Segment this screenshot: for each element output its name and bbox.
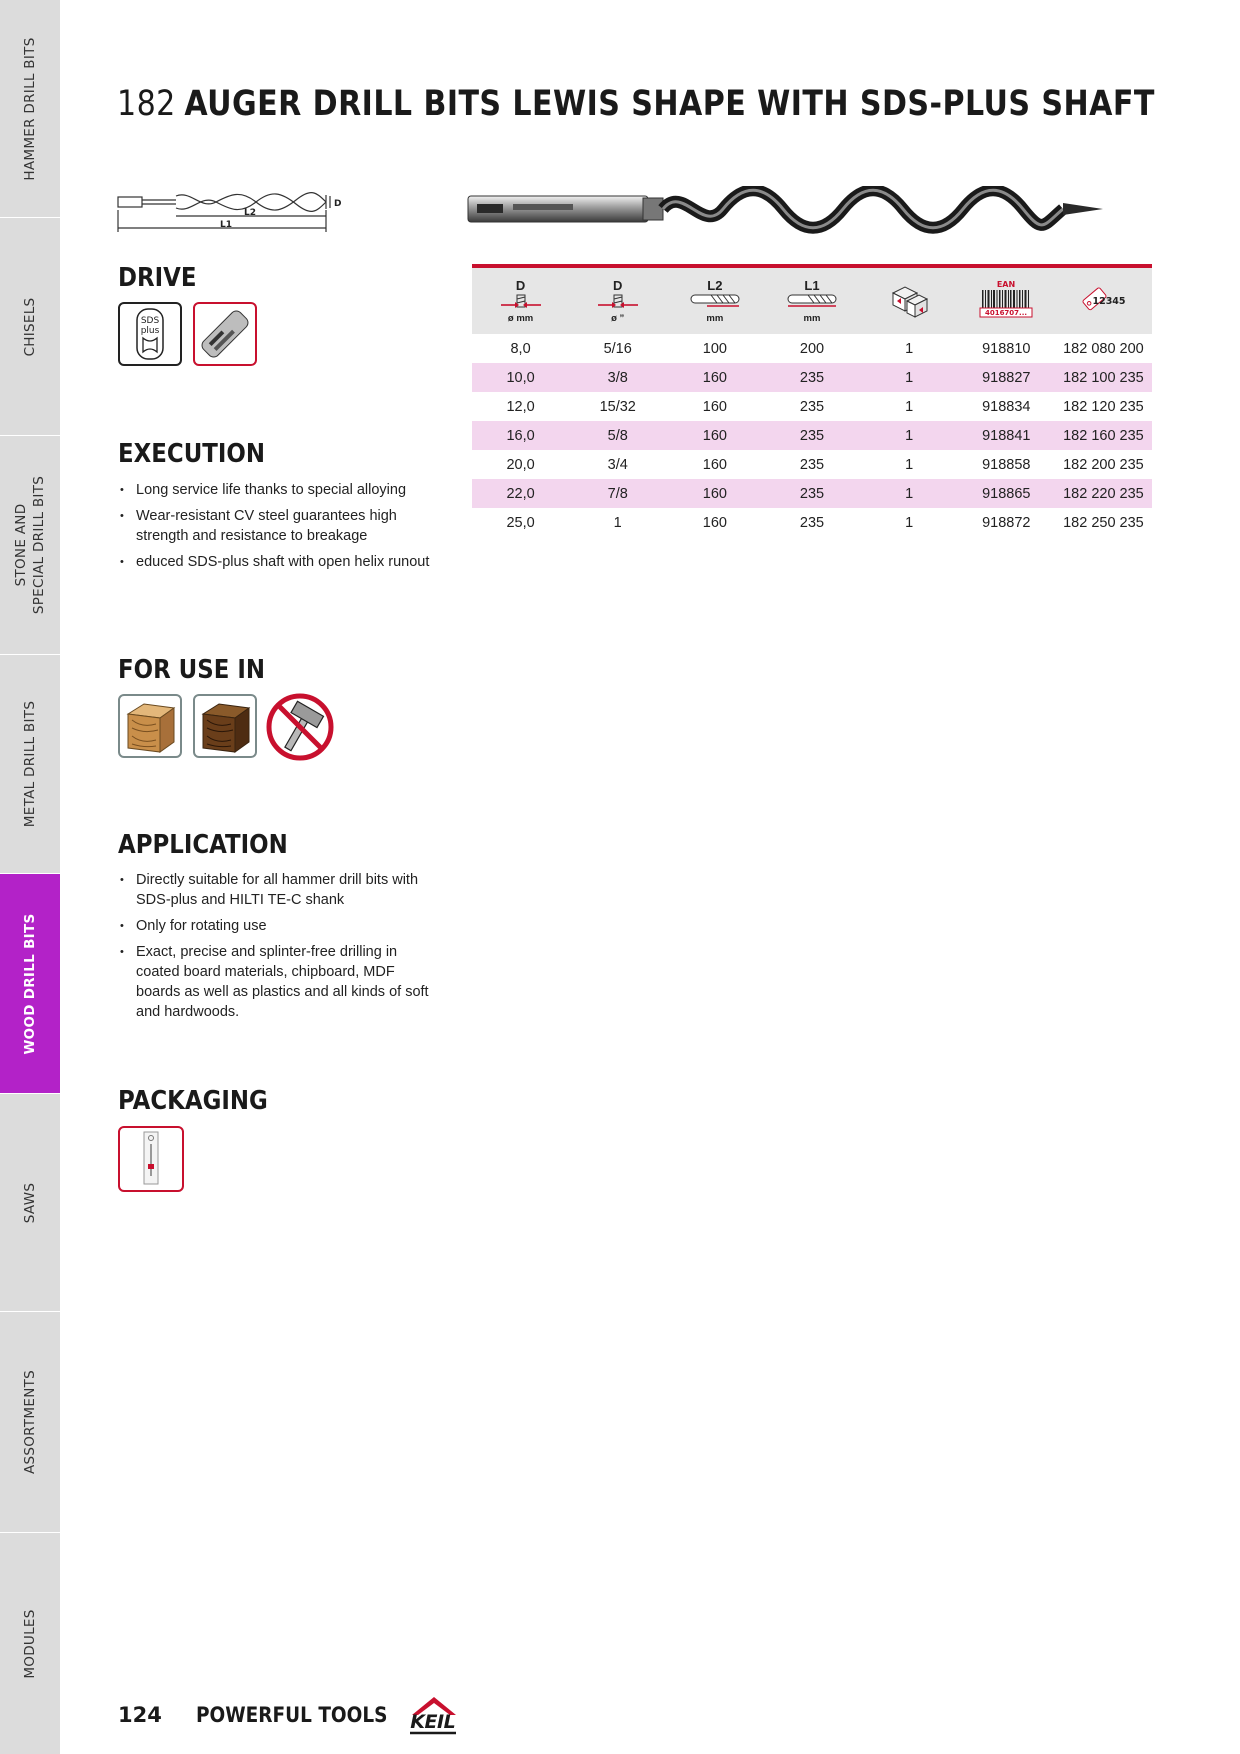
sds-plus-drive-icon — [118, 302, 182, 366]
sds-plus-icon — [120, 304, 180, 364]
cell-diameter-inch: 5/16 — [603, 340, 632, 357]
list-item: • Wear-resistant CV steel guarantees high strength and resistance to breakage — [118, 506, 448, 546]
cell-pack-qty: 1 — [905, 427, 914, 444]
product-number: 182 — [117, 84, 176, 124]
cell-length-l2: 160 — [702, 485, 727, 502]
nav-label: SAWS — [22, 1182, 38, 1223]
cell-ean: 918834 — [982, 398, 1031, 415]
dimension-diagram — [116, 190, 348, 236]
cell-length-l1: 235 — [799, 456, 825, 473]
cell-diameter-mm: 22,0 — [506, 485, 535, 502]
page-title — [117, 80, 1155, 128]
table-row — [472, 450, 1152, 479]
cell-diameter-inch: 5/8 — [607, 427, 628, 444]
execution-heading: EXECUTION — [118, 439, 266, 469]
col-header-diameter-inch: D ø ” — [569, 266, 666, 334]
cell-length-l2: 160 — [702, 427, 727, 444]
article-tag-icon — [1075, 279, 1131, 319]
cell-diameter-inch: 3/4 — [607, 456, 628, 473]
table-row — [472, 421, 1152, 450]
nav-item-chisels[interactable] — [0, 218, 60, 436]
barcode-icon — [978, 279, 1034, 319]
cell-diameter-mm: 16,0 — [506, 427, 535, 444]
nav-label: WOOD DRILL BITS — [22, 912, 38, 1055]
application-heading: APPLICATION — [118, 830, 288, 860]
diagram-label-d: D — [334, 199, 342, 209]
nav-item-wood-drill-bits[interactable] — [0, 874, 60, 1094]
table-row — [472, 392, 1152, 421]
execution-list — [118, 480, 448, 578]
list-item: • Only for rotating use — [118, 916, 440, 936]
col-header-pack-unit — [861, 266, 958, 334]
nav-label: STONE AND SPECIAL DRILL BITS — [13, 475, 47, 615]
product-image — [463, 186, 1163, 234]
cell-length-l1: 200 — [799, 340, 825, 357]
side-navigation — [0, 0, 60, 1754]
drive-heading: DRIVE — [118, 263, 197, 293]
table-body — [472, 334, 1152, 537]
packaging-icon — [118, 1126, 184, 1192]
cell-article-number: 182 100 235 — [1063, 369, 1144, 386]
keil-logo — [408, 1695, 460, 1735]
col-header-article-number — [1055, 266, 1152, 334]
cell-length-l1: 235 — [799, 485, 825, 502]
drill-diameter-icon — [499, 293, 543, 309]
cell-article-number: 182 160 235 — [1063, 427, 1144, 444]
no-hammer-icon — [265, 692, 335, 762]
sds-badge-line2: plus — [140, 326, 160, 336]
cell-ean: 918827 — [982, 369, 1031, 386]
cell-ean: 918858 — [982, 456, 1031, 473]
nav-item-hammer-drill-bits[interactable] — [0, 0, 60, 218]
table-row — [472, 334, 1152, 363]
cell-diameter-mm: 12,0 — [506, 398, 535, 415]
drill-diameter-icon — [596, 293, 640, 309]
article-label: 12345 — [1092, 295, 1126, 307]
list-item: • Exact, precise and splinter-free drilling in coated board materials, chipboard, MDF boards as well as plastics and all kinds of soft and hardwoods. — [118, 942, 440, 1022]
cell-diameter-inch: 15/32 — [599, 398, 636, 415]
working-length-icon — [687, 293, 743, 309]
cell-diameter-inch: 3/8 — [607, 369, 628, 386]
cell-diameter-mm: 25,0 — [506, 514, 535, 531]
hardwood-icon — [193, 694, 257, 758]
table-row — [472, 508, 1152, 537]
nav-label: ASSORTMENTS — [22, 1369, 38, 1475]
specification-table — [472, 264, 1152, 537]
cell-article-number: 182 120 235 — [1063, 398, 1144, 415]
diagram-label-l1: L1 — [220, 220, 232, 230]
for-use-in-heading: FOR USE IN — [118, 655, 265, 685]
cell-ean: 918865 — [982, 485, 1031, 502]
cell-diameter-inch: 7/8 — [607, 485, 628, 502]
cell-ean: 918841 — [982, 427, 1031, 444]
nav-item-saws[interactable] — [0, 1094, 60, 1312]
cell-pack-qty: 1 — [905, 398, 914, 415]
col-header-ean — [958, 266, 1055, 334]
product-title: AUGER DRILL BITS LEWIS SHAPE WITH SDS-PLUS SHAFT — [184, 84, 1155, 124]
table-row — [472, 479, 1152, 508]
nav-item-modules[interactable] — [0, 1533, 60, 1754]
nav-item-assortments[interactable] — [0, 1312, 60, 1533]
table-header-row — [472, 266, 1152, 334]
cell-article-number: 182 200 235 — [1063, 456, 1144, 473]
packing-unit-icon — [887, 279, 931, 319]
nav-label: HAMMER DRILL BITS — [22, 36, 38, 181]
ean-label: EAN — [997, 279, 1016, 289]
cell-diameter-inch: 1 — [613, 514, 622, 531]
cell-length-l2: 160 — [702, 456, 727, 473]
cell-length-l2: 160 — [702, 369, 727, 386]
list-item: • Long service life thanks to special alloying — [118, 480, 448, 500]
logo-text: KEIL — [410, 1711, 456, 1733]
softwood-icon — [118, 694, 182, 758]
page-number: 124 — [118, 1703, 162, 1727]
diagram-label-l2: L2 — [244, 208, 256, 218]
nav-label: CHISELS — [22, 297, 38, 356]
cell-diameter-mm: 8,0 — [510, 340, 531, 357]
cell-article-number: 182 220 235 — [1063, 485, 1144, 502]
total-length-icon — [784, 293, 840, 309]
cell-pack-qty: 1 — [905, 340, 914, 357]
cell-article-number: 182 250 235 — [1063, 514, 1144, 531]
col-header-l2: L2 mm — [666, 266, 763, 334]
cell-ean: 918810 — [982, 340, 1031, 357]
nav-label: METAL DRILL BITS — [22, 700, 38, 828]
list-item: • Directly suitable for all hammer drill bits with SDS-plus and HILTI TE-C shank — [118, 870, 440, 910]
footer-tagline: POWERFUL TOOLS — [196, 1703, 388, 1727]
col-header-l1: L1 mm — [763, 266, 860, 334]
cell-length-l1: 235 — [799, 427, 825, 444]
list-item: • educed SDS-plus shaft with open helix runout — [118, 552, 448, 572]
cell-pack-qty: 1 — [905, 369, 914, 386]
cell-length-l1: 235 — [799, 514, 825, 531]
cell-length-l1: 235 — [799, 398, 825, 415]
sds-badge-line1: SDS — [140, 316, 160, 326]
cell-length-l2: 160 — [702, 514, 727, 531]
cell-ean: 918872 — [982, 514, 1031, 531]
table-row — [472, 363, 1152, 392]
cell-pack-qty: 1 — [905, 456, 914, 473]
col-header-diameter-mm: D ø mm — [472, 266, 569, 334]
page-footer — [118, 1695, 460, 1735]
cell-length-l2: 160 — [702, 398, 727, 415]
ean-prefix: 4016707... — [985, 308, 1028, 317]
packaging-heading: PACKAGING — [118, 1086, 268, 1116]
nav-item-stone-special-drill-bits[interactable] — [0, 436, 60, 655]
nav-label: MODULES — [22, 1608, 38, 1679]
cell-pack-qty: 1 — [905, 485, 914, 502]
sds-shank-photo-icon — [193, 302, 257, 366]
cell-article-number: 182 080 200 — [1063, 340, 1144, 357]
cell-length-l1: 235 — [799, 369, 825, 386]
shank-icon — [195, 304, 255, 364]
cell-length-l2: 100 — [702, 340, 727, 357]
application-list — [118, 870, 440, 1028]
cell-pack-qty: 1 — [905, 514, 914, 531]
cell-diameter-mm: 10,0 — [506, 369, 535, 386]
nav-item-metal-drill-bits[interactable] — [0, 655, 60, 874]
cell-diameter-mm: 20,0 — [506, 456, 535, 473]
